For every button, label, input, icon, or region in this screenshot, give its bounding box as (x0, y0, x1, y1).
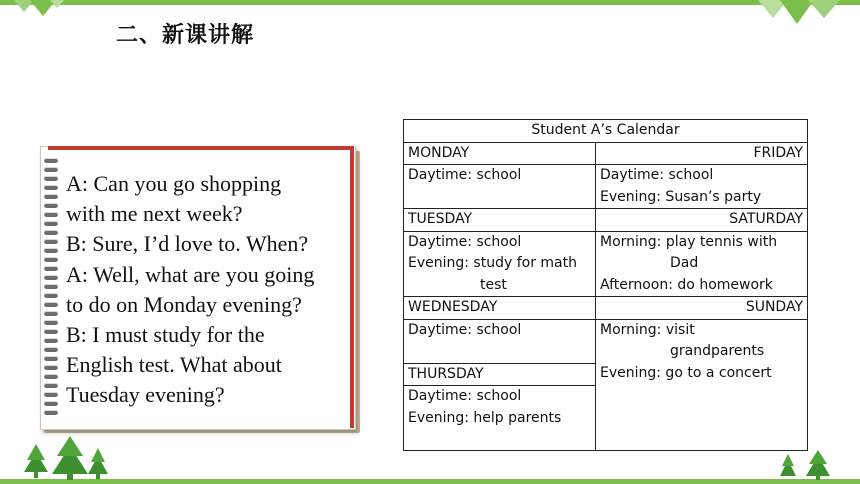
triangle-decor-right-icon (758, 0, 840, 26)
day-sunday: SUNDAY (596, 297, 808, 320)
dialogue-line: to do on Monday evening? (66, 291, 302, 317)
day-friday: FRIDAY (596, 142, 808, 165)
dialogue-line: A: Can you go shopping (66, 171, 282, 196)
schedule-line: Daytime: school (408, 321, 522, 338)
day-saturday: SATURDAY (596, 209, 808, 232)
dialogue-line: B: I must study for the (66, 322, 265, 348)
schedule-line: Daytime: school (600, 167, 714, 183)
schedule-line: Dad (670, 255, 699, 271)
bottom-decor-bar (0, 479, 860, 484)
schedule-line: Evening: go to a concert (600, 364, 772, 381)
wednesday-schedule (404, 319, 596, 363)
dialogue-line: with me next week? (66, 201, 243, 227)
schedule-line: Afternoon: do homework (600, 276, 773, 293)
tree-decor-right-icon (778, 450, 838, 480)
tuesday-schedule (404, 231, 596, 297)
dialogue-line: B: Sure, I’d love to. When? (66, 231, 309, 257)
dialogue-text (66, 169, 356, 411)
day-thursday: THURSDAY (404, 363, 596, 386)
dialogue-line: English test. What about (66, 352, 282, 378)
monday-schedule (404, 165, 596, 209)
triangle-decor-left-icon (14, 0, 64, 20)
tree-decor-left-icon (22, 434, 112, 480)
schedule-line: Daytime: school (408, 233, 522, 250)
day-wednesday: WEDNESDAY (404, 297, 596, 320)
dialogue-line: A: Well, what are you going (66, 261, 315, 287)
dialogue-line: Tuesday evening? (66, 382, 225, 408)
schedule-line: Evening: help parents (408, 409, 562, 426)
schedule-line: Evening: Susan’s party (600, 188, 762, 205)
saturday-schedule (596, 231, 808, 297)
calendar-title: Student A’s Calendar (404, 120, 808, 143)
schedule-line: test (480, 276, 507, 293)
schedule-line: Evening: study for math (408, 255, 577, 271)
schedule-line: Morning: visit (600, 321, 695, 338)
notebook-top-edge (48, 146, 354, 150)
top-decor-bar (0, 0, 860, 5)
spiral-binding-icon (44, 158, 60, 422)
day-monday: MONDAY (404, 142, 596, 165)
day-tuesday: TUESDAY (404, 209, 596, 232)
schedule-line: grandparents (670, 343, 765, 359)
student-a-calendar (403, 119, 808, 451)
slide-title: 二、新课讲解 (116, 23, 255, 48)
schedule-line: Daytime: school (408, 167, 522, 183)
schedule-line: Daytime: school (408, 388, 522, 404)
thursday-schedule (404, 386, 596, 451)
friday-schedule (596, 165, 808, 209)
schedule-line: Morning: play tennis with (600, 233, 778, 250)
sunday-schedule (596, 319, 808, 451)
